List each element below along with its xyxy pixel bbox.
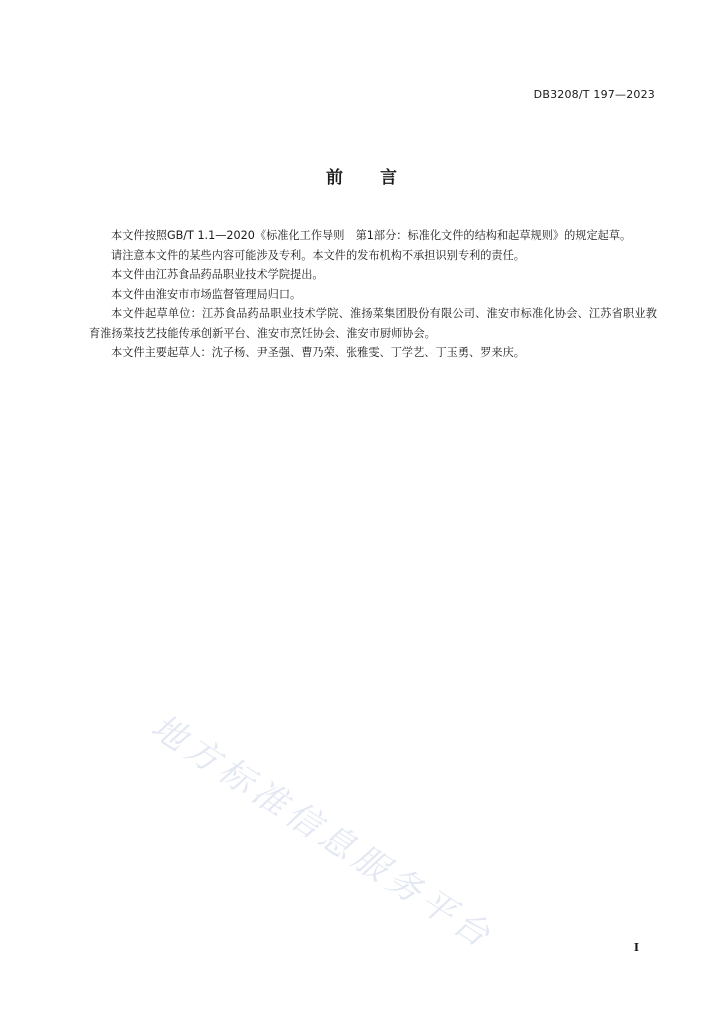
document-code: DB3208/T 197—2023	[533, 88, 655, 101]
paragraph-drafting-rules: 本文件按照GB/T 1.1—2020《标准化工作导则 第1部分：标准化文件的结构和起草规则》的规定起草。	[111, 229, 632, 242]
paragraph-administrator: 本文件由淮安市市场监督管理局归口。	[111, 287, 302, 301]
paragraph-patent-notice: 请注意本文件的某些内容可能涉及专利。本文件的发布机构不承担识别专利的责任。	[111, 248, 525, 262]
page-title	[0, 163, 724, 188]
paragraph-main-drafters: 本文件主要起草人：沈子杨、尹圣强、曹乃荣、张雅雯、丁学艺、丁玉勇、罗来庆。	[111, 346, 525, 359]
paragraph-drafting-units: 本文件起草单位：江苏食品药品职业技术学院、淮扬菜集团股份有限公司、淮安市标准化协会、江苏省职业教育淮扬菜技艺技能传承创新平台、淮安市烹饪协会、淮安市厨师协会。	[89, 307, 657, 340]
title-char-1: 前	[326, 168, 344, 188]
title-char-2: 言	[380, 168, 398, 188]
paragraph-proposer: 本文件由江苏食品药品职业技术学院提出。	[111, 268, 324, 281]
preface-body	[89, 226, 657, 363]
watermark: 地方标准信息服务平台	[143, 706, 502, 959]
page-number: I	[633, 941, 639, 954]
